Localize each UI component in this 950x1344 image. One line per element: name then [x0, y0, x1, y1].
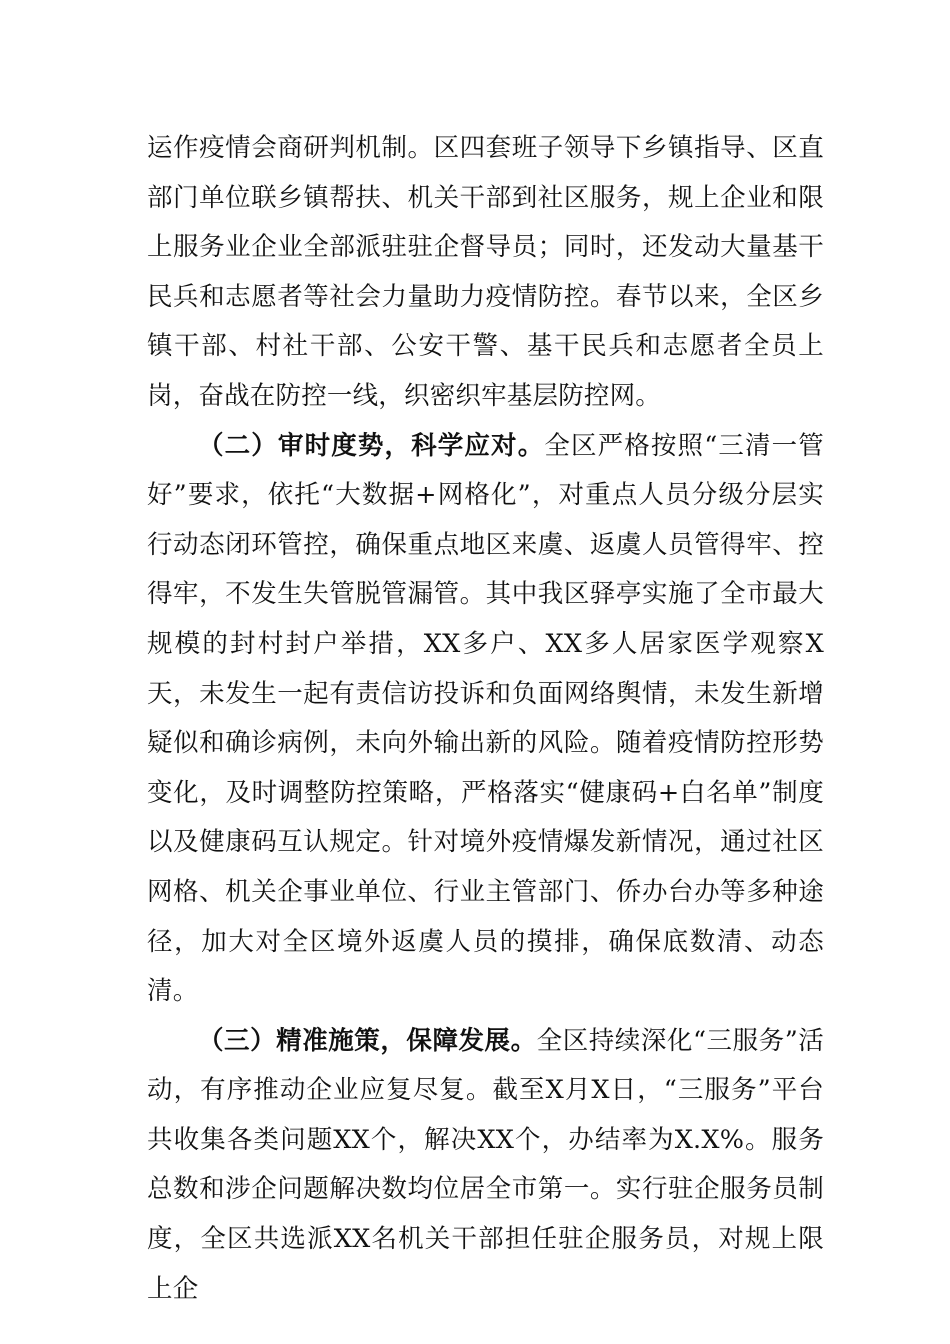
- section-heading-2: （二）审时度势，科学应对。: [198, 430, 545, 461]
- paragraph-2-text: 全区严格按照“三清一管好”要求，依托“大数据+网格化”，对重点人员分级分层实行动态闭环管控，确保重点地区来虞、返虞人员管得牢、控得牢，不发生失管脱管漏管。其中我区驿亭实施了全市最大规模的封村封户举措，XX多户、XX多人居家医学观察X天，未发生一起有责信访投诉和负面网络舆情，未发生新增疑似和确诊病例，未向外输出新的风险。随着疫情防控形势变化，及时调整防控策略，严格落实“健康码+白名单”制度以及健康码互认规定。针对境外疫情爆发新情况，通过社区网格、机关企事业单位、行业主管部门、侨办台办等多种途径，加大对全区境外返虞人员的摸排，确保底数清、动态清。: [147, 430, 824, 1007]
- paragraph-3: [147, 1017, 824, 1315]
- paragraph-1-text: 运作疫情会商研判机制。区四套班子领导下乡镇指导、区直部门单位联乡镇帮扶、机关干部到社区服务，规上企业和限上服务业企业全部派驻驻企督导员；同时，还发动大量基干民兵和志愿者等社会力量助力疫情防控。春节以来，全区乡镇干部、村社干部、公安干警、基干民兵和志愿者全员上岗，奋战在防控一线，织密织牢基层防控网。: [147, 133, 824, 411]
- paragraph-1: [147, 124, 824, 422]
- paragraph-2: [147, 422, 824, 1017]
- paragraph-3-text: 全区持续深化“三服务”活动，有序推动企业应复尽复。截至X月X日，“三服务”平台共收集各类问题XX个，解决XX个，办结率为X.X%。服务总数和涉企问题解决数均位居全市第一。实行驻企服务员制度，全区共选派XX名机关干部担任驻企服务员，对规上限上企: [147, 1025, 824, 1304]
- document-body: [147, 124, 824, 1314]
- section-heading-3: （三）精准施策，保障发展。: [198, 1025, 537, 1056]
